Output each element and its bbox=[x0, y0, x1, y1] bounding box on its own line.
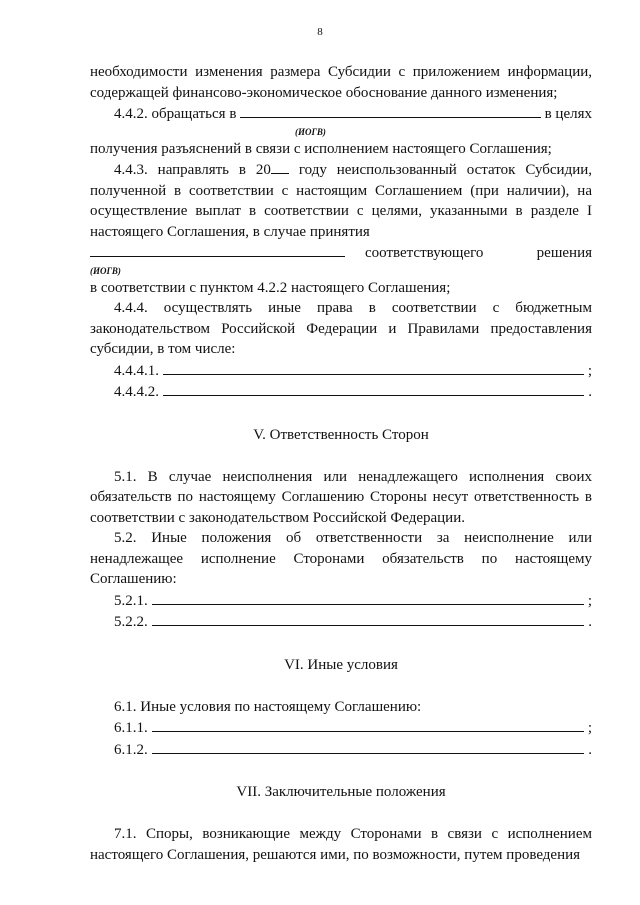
item-blank-field bbox=[152, 590, 584, 605]
paragraph-4-4-3-word2: решения bbox=[536, 245, 592, 261]
paragraph-4-4-3-continuation: в соответствии с пунктом 4.2.2 настоящего Соглашения; bbox=[90, 279, 451, 296]
item-end-punct: . bbox=[588, 741, 592, 758]
item-end-punct: ; bbox=[587, 362, 592, 379]
paragraph-4-4-3-text: году неиспользованный остаток Субсидии, полученной в соответствии с настоящим Соглашением (при наличии), на осуществление выплат в соответствии с целями, указанными в разделе I настоящего Соглашения, в случае принятия bbox=[90, 162, 593, 240]
paragraph-4-4-2-lead: 4.4.2. обращаться в bbox=[114, 106, 237, 122]
iogv-caption-2: (ИОГВ) bbox=[90, 265, 121, 276]
item-blank-field bbox=[152, 717, 584, 732]
item-end-punct: ; bbox=[587, 592, 592, 609]
page-number: 8 bbox=[317, 26, 323, 38]
paragraph-5-1: 5.1. В случае неисполнения или ненадлежащего исполнения своих обязательств по настоящему Соглашению Стороны несут ответственность в соответствии с законодательством Российской Федерации. bbox=[90, 468, 592, 526]
item-blank-field bbox=[152, 611, 585, 626]
item-label: 5.2.1. bbox=[114, 592, 148, 609]
item-end-punct: . bbox=[588, 614, 592, 630]
item-5-2-2 bbox=[90, 611, 592, 633]
item-4-4-4-2 bbox=[90, 381, 592, 403]
section-7-heading: VII. Заключительные положения bbox=[236, 784, 446, 800]
item-4-4-4-1 bbox=[90, 360, 592, 382]
section-6-heading: VI. Иные условия bbox=[284, 656, 398, 673]
paragraph-4-4-3 bbox=[90, 159, 592, 242]
paragraph-4-4-2-continuation: получения разъяснений в связи с исполнением настоящего Соглашения; bbox=[90, 140, 552, 157]
item-end-punct: ; bbox=[587, 720, 592, 736]
paragraph-4-4-2-tail: в целях bbox=[544, 106, 592, 122]
paragraph-4-4-4: 4.4.4. осуществлять иные права в соответствии с бюджетным законодательством Российской Федерации и Правилами предоставления субсидии, в том числе: bbox=[90, 300, 592, 357]
item-5-2-1 bbox=[90, 590, 592, 612]
item-label: 4.4.4.1. bbox=[114, 362, 159, 379]
item-6-1-2 bbox=[90, 739, 592, 761]
item-blank-field bbox=[163, 381, 584, 396]
item-label: 5.2.2. bbox=[114, 614, 148, 630]
iogv-caption: (ИОГВ) bbox=[295, 126, 326, 137]
paragraph-4-4-3-lead: 4.4.3. направлять в 20 bbox=[114, 162, 271, 178]
section-5-heading: V. Ответственность Сторон bbox=[253, 426, 429, 443]
item-blank-field bbox=[163, 360, 584, 375]
paragraph-4-4-2-line bbox=[90, 103, 592, 125]
paragraph-6-1: 6.1. Иные условия по настоящему Соглашению: bbox=[114, 698, 422, 715]
item-blank-field bbox=[152, 739, 585, 754]
item-end-punct: . bbox=[588, 384, 592, 400]
iogv-blank-field-2 bbox=[90, 242, 345, 257]
item-6-1-1 bbox=[90, 717, 592, 739]
item-label: 6.1.1. bbox=[114, 720, 148, 736]
item-label: 6.1.2. bbox=[114, 741, 148, 758]
paragraph-4-4-3-word1: соответствующего bbox=[365, 245, 484, 261]
document-body bbox=[90, 62, 592, 865]
paragraph-5-2: 5.2. Иные положения об ответственности за неисполнение или ненадлежащее исполнение Сторонами обязательств по настоящему Соглашению: bbox=[90, 530, 592, 587]
paragraph-4-4-1-continuation: необходимости изменения размера Субсидии с приложением информации, содержащей финансово-экономическое обоснование данного изменения; bbox=[90, 64, 592, 101]
year-blank-field bbox=[271, 159, 289, 174]
paragraph-4-4-3-decision-line bbox=[90, 242, 592, 264]
paragraph-7-1: 7.1. Споры, возникающие между Сторонами в связи с исполнением настоящего Соглашения, решаются ими, по возможности, путем проведения bbox=[90, 826, 592, 863]
iogv-blank-field bbox=[240, 103, 540, 118]
item-label: 4.4.4.2. bbox=[114, 384, 159, 400]
